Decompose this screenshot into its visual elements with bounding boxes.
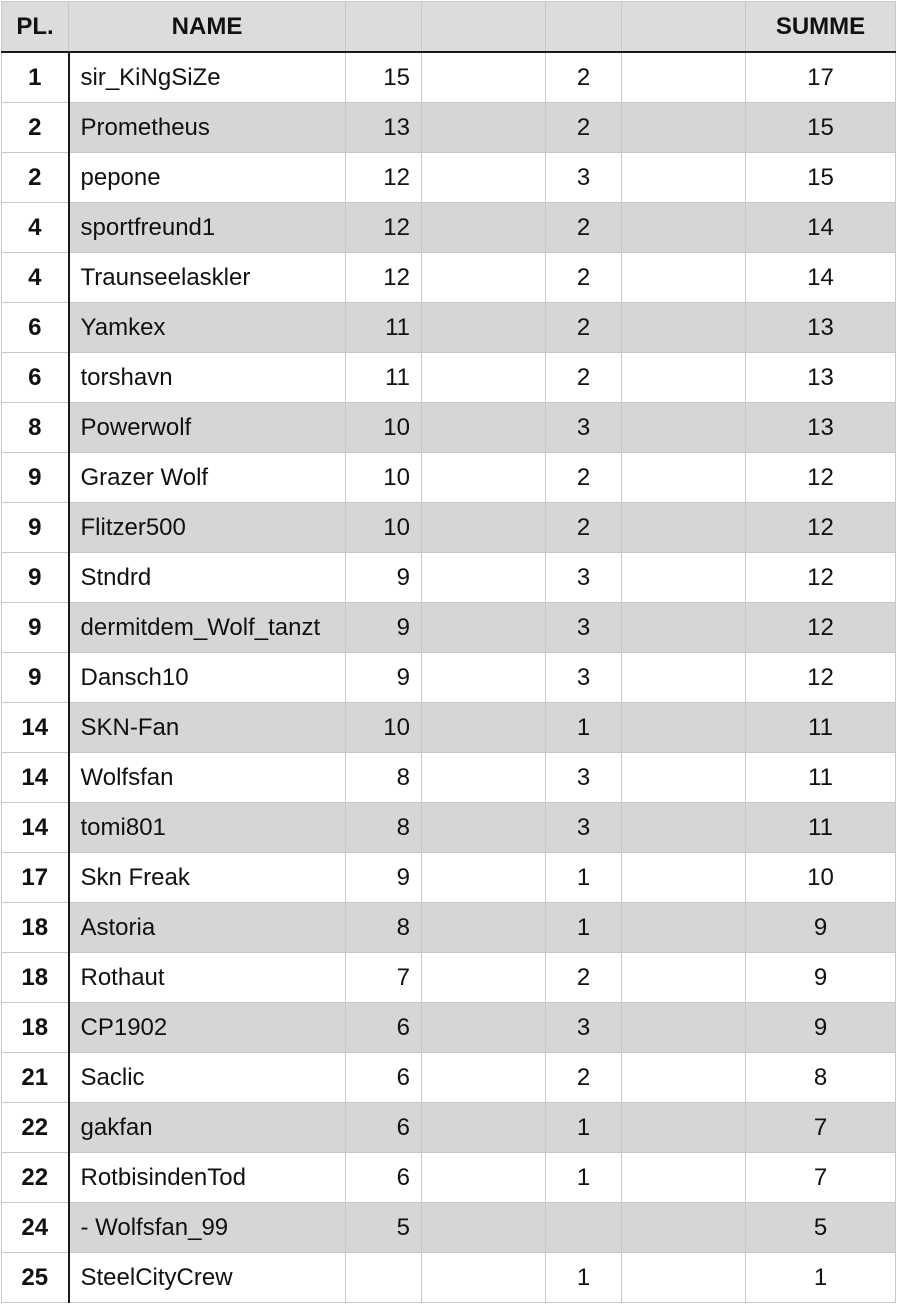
name-cell: Yamkex — [69, 303, 346, 353]
points-cell — [346, 1253, 422, 1303]
empty-cell — [422, 753, 546, 803]
total-cell: 10 — [746, 853, 896, 903]
bonus-cell: 1 — [546, 1253, 622, 1303]
total-cell: 8 — [746, 1053, 896, 1103]
empty-cell — [422, 503, 546, 553]
table-row — [2, 303, 896, 353]
empty-cell — [622, 353, 746, 403]
total-cell: 12 — [746, 553, 896, 603]
empty-cell — [422, 1053, 546, 1103]
points-cell: 13 — [346, 103, 422, 153]
rank-cell: 14 — [2, 803, 69, 853]
total-cell: 13 — [746, 403, 896, 453]
points-cell: 10 — [346, 403, 422, 453]
empty-cell — [422, 853, 546, 903]
empty-cell — [622, 703, 746, 753]
bonus-cell: 1 — [546, 903, 622, 953]
total-cell: 12 — [746, 453, 896, 503]
rank-cell: 14 — [2, 703, 69, 753]
table-row — [2, 1053, 896, 1103]
empty-cell — [622, 1003, 746, 1053]
total-cell: 9 — [746, 953, 896, 1003]
rank-cell: 9 — [2, 553, 69, 603]
name-cell: pepone — [69, 153, 346, 203]
table-row — [2, 103, 896, 153]
total-cell: 11 — [746, 803, 896, 853]
name-cell: Grazer Wolf — [69, 453, 346, 503]
empty-cell — [622, 803, 746, 853]
rank-cell: 22 — [2, 1103, 69, 1153]
empty-cell — [422, 1203, 546, 1253]
rank-cell: 9 — [2, 603, 69, 653]
table-row — [2, 653, 896, 703]
total-cell: 11 — [746, 703, 896, 753]
total-cell: 12 — [746, 603, 896, 653]
points-cell: 10 — [346, 453, 422, 503]
empty-cell — [622, 1053, 746, 1103]
table-row — [2, 503, 896, 553]
table-row — [2, 1253, 896, 1303]
points-cell: 6 — [346, 1003, 422, 1053]
empty-cell — [622, 503, 746, 553]
name-cell: Saclic — [69, 1053, 346, 1103]
table-row — [2, 903, 896, 953]
rank-cell: 4 — [2, 203, 69, 253]
total-cell: 14 — [746, 253, 896, 303]
bonus-cell: 2 — [546, 253, 622, 303]
empty-cell — [622, 153, 746, 203]
name-cell: Flitzer500 — [69, 503, 346, 553]
empty-cell — [622, 553, 746, 603]
points-cell: 9 — [346, 653, 422, 703]
total-cell: 12 — [746, 503, 896, 553]
points-cell: 9 — [346, 853, 422, 903]
total-cell: 1 — [746, 1253, 896, 1303]
empty-cell — [622, 1153, 746, 1203]
total-cell: 9 — [746, 1003, 896, 1053]
empty-cell — [622, 52, 746, 103]
name-cell: Wolfsfan — [69, 753, 346, 803]
table-row — [2, 1003, 896, 1053]
rank-cell: 14 — [2, 753, 69, 803]
rank-cell: 25 — [2, 1253, 69, 1303]
total-cell: 15 — [746, 153, 896, 203]
rank-cell: 9 — [2, 453, 69, 503]
bonus-cell: 1 — [546, 1103, 622, 1153]
rank-cell: 18 — [2, 1003, 69, 1053]
table-row — [2, 803, 896, 853]
rank-cell: 2 — [2, 153, 69, 203]
bonus-cell: 2 — [546, 503, 622, 553]
name-cell: SteelCityCrew — [69, 1253, 346, 1303]
bonus-cell: 2 — [546, 303, 622, 353]
name-cell: RotbisindenTod — [69, 1153, 346, 1203]
bonus-cell: 1 — [546, 853, 622, 903]
rank-cell: 6 — [2, 303, 69, 353]
empty-cell — [422, 603, 546, 653]
header-col6 — [622, 2, 746, 53]
empty-cell — [622, 953, 746, 1003]
empty-cell — [422, 453, 546, 503]
header-row — [2, 2, 896, 53]
empty-cell — [622, 853, 746, 903]
points-cell: 12 — [346, 203, 422, 253]
empty-cell — [622, 1253, 746, 1303]
header-col3 — [346, 2, 422, 53]
points-cell: 6 — [346, 1103, 422, 1153]
rank-cell: 24 — [2, 1203, 69, 1253]
empty-cell — [622, 253, 746, 303]
points-cell: 11 — [346, 303, 422, 353]
table-row — [2, 1153, 896, 1203]
empty-cell — [622, 1203, 746, 1253]
rank-cell: 9 — [2, 653, 69, 703]
empty-cell — [422, 52, 546, 103]
total-cell: 14 — [746, 203, 896, 253]
table-row — [2, 52, 896, 103]
bonus-cell: 2 — [546, 953, 622, 1003]
name-cell: sportfreund1 — [69, 203, 346, 253]
empty-cell — [422, 1153, 546, 1203]
name-cell: Skn Freak — [69, 853, 346, 903]
empty-cell — [422, 103, 546, 153]
name-cell: torshavn — [69, 353, 346, 403]
total-cell: 17 — [746, 52, 896, 103]
empty-cell — [422, 253, 546, 303]
total-cell: 11 — [746, 753, 896, 803]
table-row — [2, 953, 896, 1003]
total-cell: 7 — [746, 1153, 896, 1203]
empty-cell — [422, 203, 546, 253]
points-cell: 9 — [346, 603, 422, 653]
rank-cell: 21 — [2, 1053, 69, 1103]
total-cell: 15 — [746, 103, 896, 153]
empty-cell — [422, 303, 546, 353]
points-cell: 10 — [346, 703, 422, 753]
empty-cell — [622, 1103, 746, 1153]
points-cell: 12 — [346, 253, 422, 303]
rank-cell: 17 — [2, 853, 69, 903]
empty-cell — [622, 403, 746, 453]
table-row — [2, 703, 896, 753]
bonus-cell: 3 — [546, 1003, 622, 1053]
name-cell: CP1902 — [69, 1003, 346, 1053]
points-cell: 11 — [346, 353, 422, 403]
ranking-table — [1, 1, 896, 1303]
name-cell: SKN-Fan — [69, 703, 346, 753]
rank-cell: 4 — [2, 253, 69, 303]
name-cell: Rothaut — [69, 953, 346, 1003]
bonus-cell: 1 — [546, 703, 622, 753]
empty-cell — [422, 703, 546, 753]
empty-cell — [622, 603, 746, 653]
table-row — [2, 353, 896, 403]
points-cell: 15 — [346, 52, 422, 103]
empty-cell — [422, 1003, 546, 1053]
table-row — [2, 1203, 896, 1253]
bonus-cell: 3 — [546, 653, 622, 703]
rank-cell: 22 — [2, 1153, 69, 1203]
bonus-cell: 3 — [546, 553, 622, 603]
points-cell: 7 — [346, 953, 422, 1003]
table-row — [2, 1103, 896, 1153]
empty-cell — [622, 903, 746, 953]
empty-cell — [422, 153, 546, 203]
header-total: SUMME — [746, 2, 896, 53]
bonus-cell: 2 — [546, 103, 622, 153]
table-row — [2, 603, 896, 653]
total-cell: 9 — [746, 903, 896, 953]
points-cell: 10 — [346, 503, 422, 553]
empty-cell — [422, 653, 546, 703]
rank-cell: 9 — [2, 503, 69, 553]
empty-cell — [422, 903, 546, 953]
empty-cell — [422, 1103, 546, 1153]
bonus-cell: 2 — [546, 353, 622, 403]
empty-cell — [622, 653, 746, 703]
bonus-cell: 3 — [546, 603, 622, 653]
header-col4 — [422, 2, 546, 53]
points-cell: 6 — [346, 1053, 422, 1103]
points-cell: 5 — [346, 1203, 422, 1253]
points-cell: 6 — [346, 1153, 422, 1203]
table-row — [2, 853, 896, 903]
total-cell: 13 — [746, 303, 896, 353]
points-cell: 12 — [346, 153, 422, 203]
bonus-cell: 2 — [546, 453, 622, 503]
name-cell: sir_KiNgSiZe — [69, 52, 346, 103]
empty-cell — [422, 553, 546, 603]
name-cell: - Wolfsfan_99 — [69, 1203, 346, 1253]
table-row — [2, 153, 896, 203]
empty-cell — [422, 953, 546, 1003]
empty-cell — [622, 203, 746, 253]
table-row — [2, 753, 896, 803]
rank-cell: 8 — [2, 403, 69, 453]
empty-cell — [422, 353, 546, 403]
empty-cell — [422, 1253, 546, 1303]
bonus-cell: 3 — [546, 753, 622, 803]
bonus-cell: 3 — [546, 153, 622, 203]
name-cell: Prometheus — [69, 103, 346, 153]
bonus-cell: 2 — [546, 52, 622, 103]
total-cell: 5 — [746, 1203, 896, 1253]
empty-cell — [422, 403, 546, 453]
total-cell: 7 — [746, 1103, 896, 1153]
bonus-cell: 3 — [546, 803, 622, 853]
points-cell: 9 — [346, 553, 422, 603]
bonus-cell: 3 — [546, 403, 622, 453]
empty-cell — [622, 453, 746, 503]
bonus-cell: 2 — [546, 203, 622, 253]
header-name: NAME — [69, 2, 346, 53]
name-cell: Traunseelaskler — [69, 253, 346, 303]
table-row — [2, 453, 896, 503]
table-body — [2, 52, 896, 1303]
rank-cell: 18 — [2, 903, 69, 953]
name-cell: Dansch10 — [69, 653, 346, 703]
bonus-cell — [546, 1203, 622, 1253]
name-cell: Astoria — [69, 903, 346, 953]
empty-cell — [622, 103, 746, 153]
rank-cell: 1 — [2, 52, 69, 103]
rank-cell: 2 — [2, 103, 69, 153]
header-col5 — [546, 2, 622, 53]
table-row — [2, 203, 896, 253]
points-cell: 8 — [346, 753, 422, 803]
table-row — [2, 253, 896, 303]
bonus-cell: 1 — [546, 1153, 622, 1203]
name-cell: Stndrd — [69, 553, 346, 603]
bonus-cell: 2 — [546, 1053, 622, 1103]
header-rank: PL. — [2, 2, 69, 53]
points-cell: 8 — [346, 803, 422, 853]
total-cell: 12 — [746, 653, 896, 703]
table-row — [2, 553, 896, 603]
name-cell: Powerwolf — [69, 403, 346, 453]
name-cell: tomi801 — [69, 803, 346, 853]
rank-cell: 18 — [2, 953, 69, 1003]
total-cell: 13 — [746, 353, 896, 403]
points-cell: 8 — [346, 903, 422, 953]
empty-cell — [622, 753, 746, 803]
name-cell: gakfan — [69, 1103, 346, 1153]
rank-cell: 6 — [2, 353, 69, 403]
name-cell: dermitdem_Wolf_tanzt — [69, 603, 346, 653]
empty-cell — [622, 303, 746, 353]
table-row — [2, 403, 896, 453]
empty-cell — [422, 803, 546, 853]
